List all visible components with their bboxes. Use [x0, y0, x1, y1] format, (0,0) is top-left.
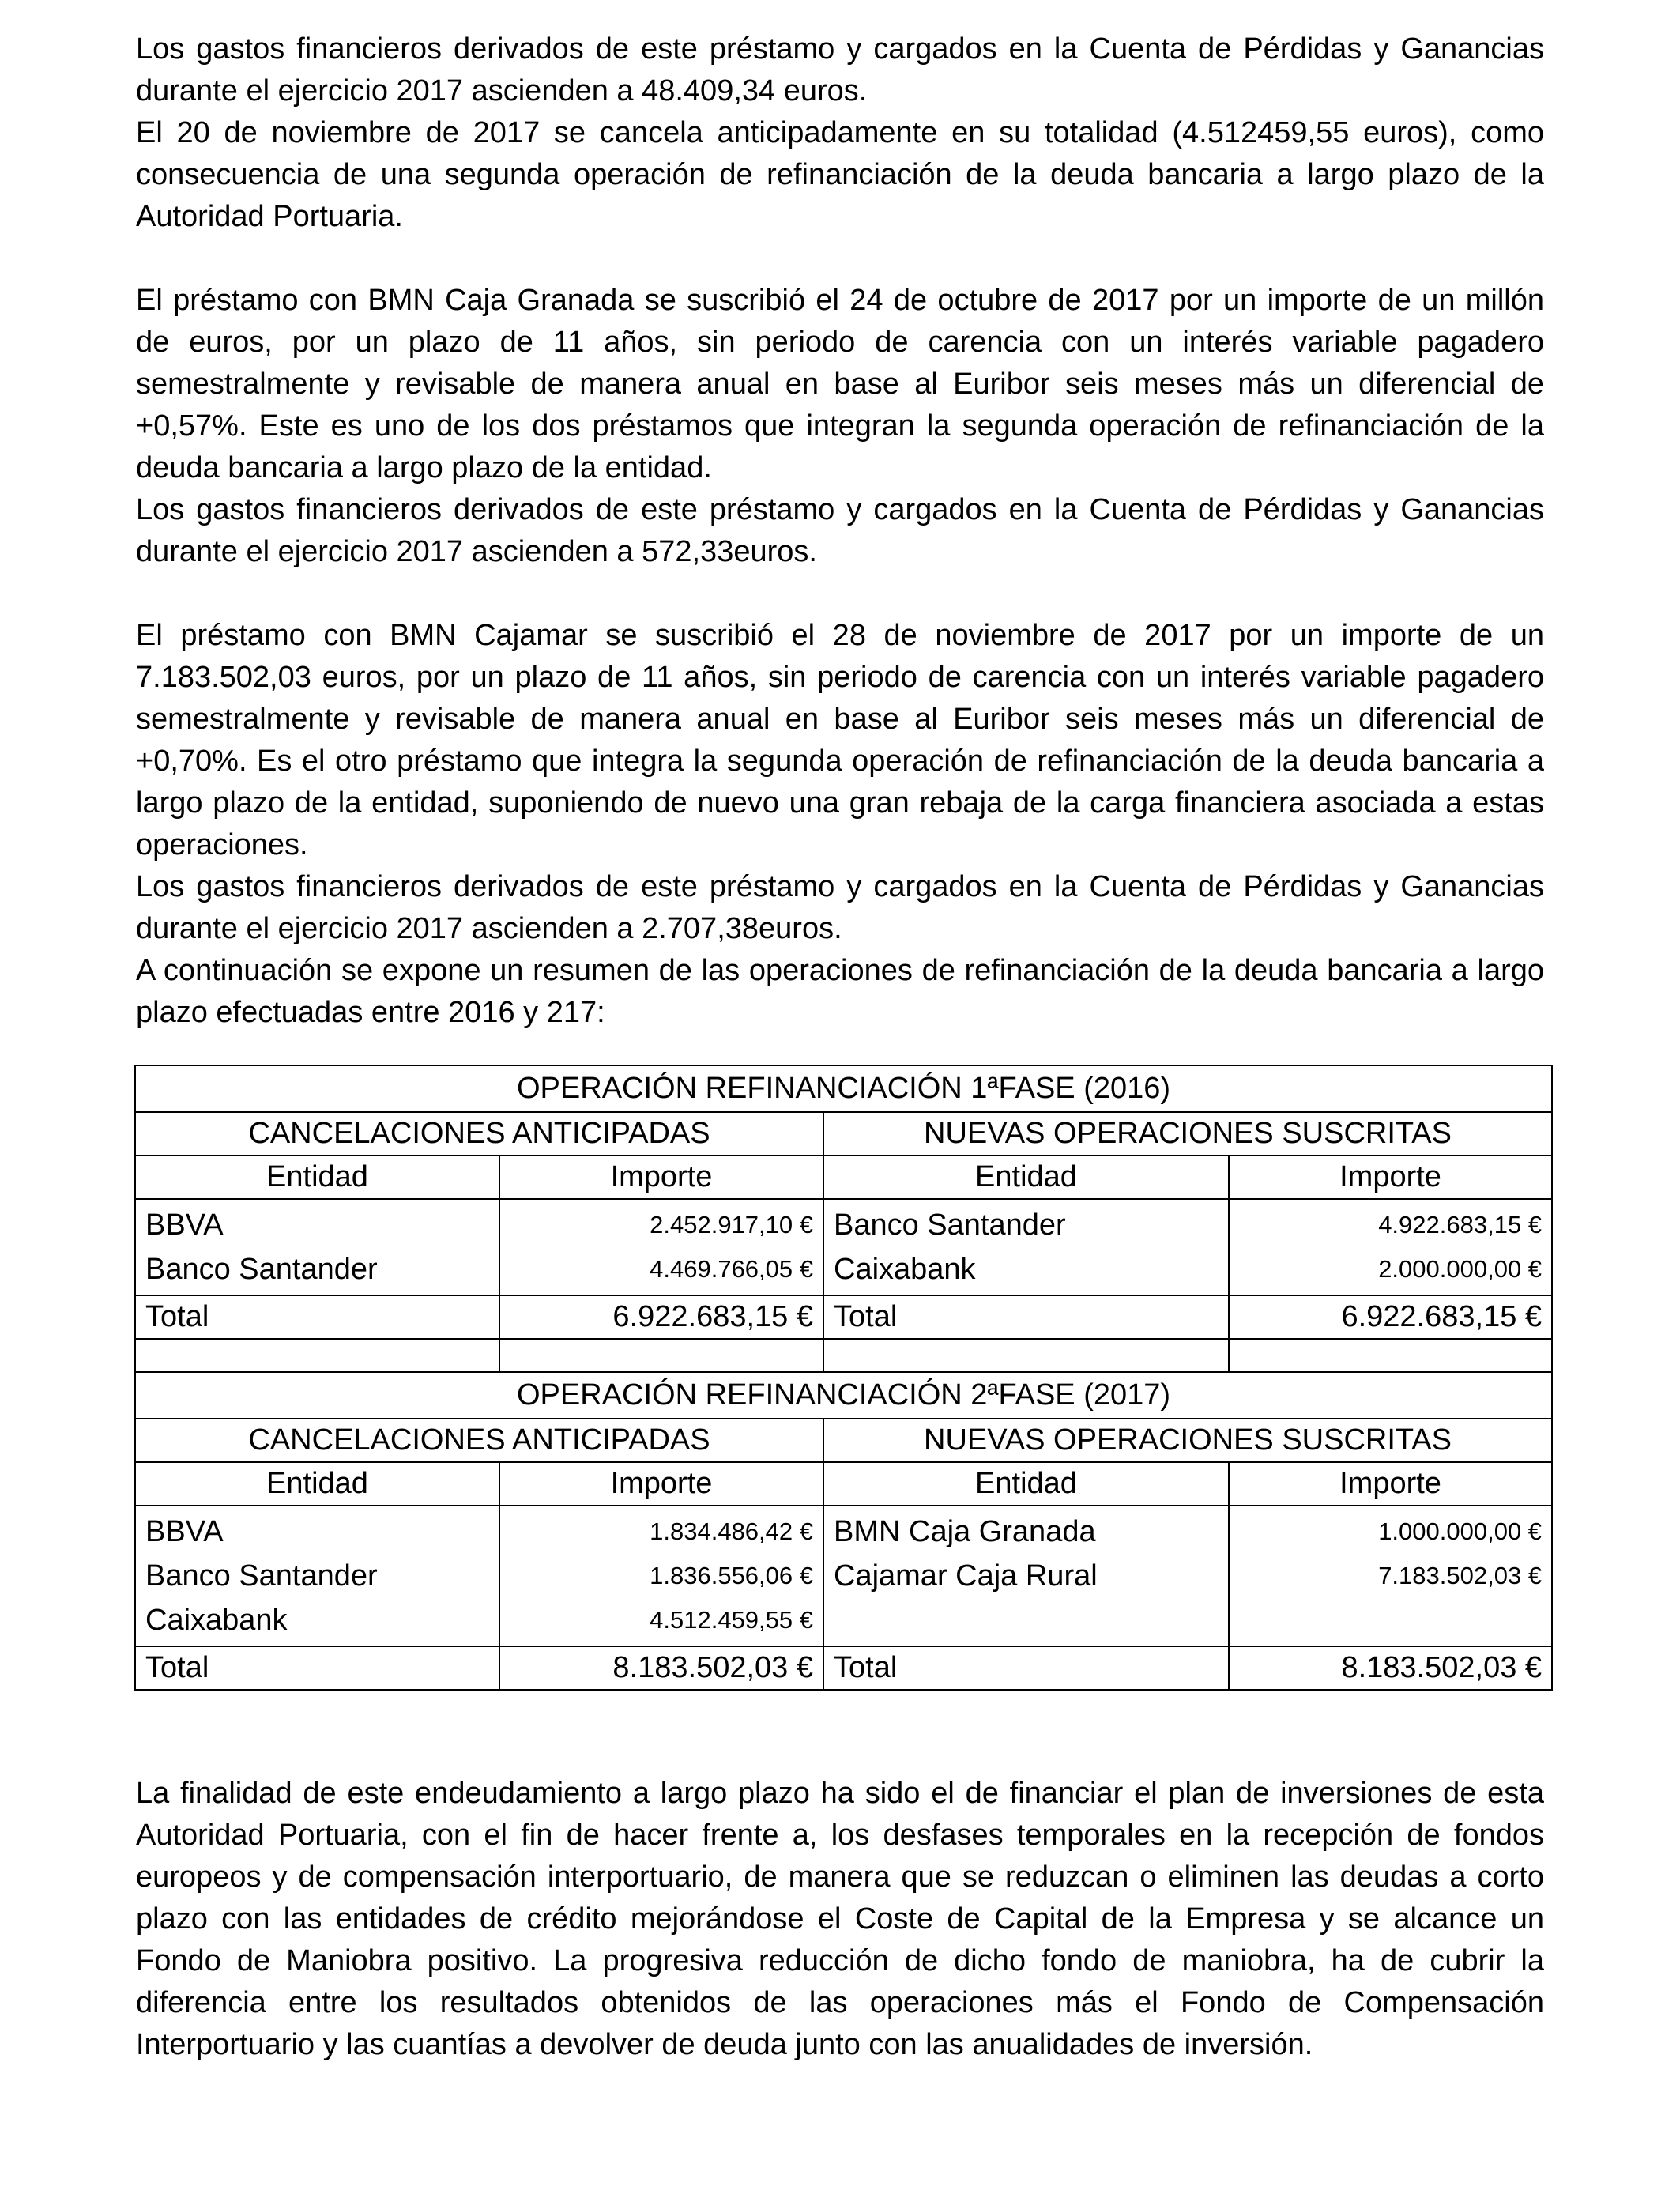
table-cell-importe: 4.922.683,15 €: [1378, 1211, 1543, 1238]
empty-cell: [135, 1339, 499, 1372]
table-cell-entidad: Cajamar Caja Rural: [834, 1559, 1098, 1593]
table-cell-entidad: BBVA: [145, 1515, 224, 1548]
phase2-title: OPERACIÓN REFINANCIACIÓN 2ªFASE (2017): [135, 1372, 1552, 1419]
paragraph-gastos-caja-granada: Los gastos financieros derivados de este préstamo y cargados en la Cuenta de Pérdidas y Ganancias durante el ejercicio 2017 ascienden a 572,33euros.: [136, 493, 1544, 568]
empty-cell: [823, 1339, 1229, 1372]
phase2-right-entidades: [823, 1506, 1229, 1646]
paragraph-caja-granada: El préstamo con BMN Caja Granada se suscribió el 24 de octubre de 2017 por un importe de un millón de euros, por un plazo de 11 años, sin periodo de carencia con un interés variable pagadero semestralmente y revisable de manera anual en base al Euribor seis meses más un diferencial de +0,57%. Este es uno de los dos préstamos que integran la segunda operación de refinanciación de la deuda bancaria a largo plazo de la entidad.: [136, 284, 1544, 484]
phase2-left-entidades: [135, 1506, 499, 1646]
table-cell-entidad: BBVA: [145, 1208, 224, 1242]
table-cell-importe: 7.183.502,03 €: [1378, 1562, 1543, 1589]
phase1-right-total-label: Total: [823, 1295, 1229, 1339]
phase2-col-importe-left: Importe: [499, 1462, 823, 1506]
phase2-col-entidad-left: Entidad: [135, 1462, 499, 1506]
document-body-bottom: [136, 1773, 1544, 2066]
phase2-nuevas-header: NUEVAS OPERACIONES SUSCRITAS: [823, 1419, 1552, 1462]
document-body: [136, 28, 1544, 1034]
phase2-right-total-label: Total: [823, 1646, 1229, 1690]
phase2-left-total-label: Total: [135, 1646, 499, 1690]
table-cell-importe: 1.834.486,42 €: [650, 1517, 813, 1545]
table-cell-entidad: Caixabank: [145, 1604, 288, 1637]
table-cell-entidad: Caixabank: [834, 1253, 976, 1286]
table-cell-importe: 4.469.766,05 €: [650, 1255, 813, 1283]
phase1-title: OPERACIÓN REFINANCIACIÓN 1ªFASE (2016): [135, 1065, 1552, 1112]
table-cell-entidad: Banco Santander: [145, 1253, 378, 1286]
phase1-col-entidad-right: Entidad: [823, 1155, 1229, 1199]
phase2-left-total: 8.183.502,03 €: [499, 1646, 823, 1690]
phase1-right-total: 6.922.683,15 €: [1229, 1295, 1552, 1339]
phase1-right-importes: [1229, 1199, 1552, 1295]
phase2-left-importes: [499, 1506, 823, 1646]
phase1-cancelaciones-header: CANCELACIONES ANTICIPADAS: [135, 1112, 823, 1155]
phase1-col-importe-right: Importe: [1229, 1155, 1552, 1199]
empty-cell: [499, 1339, 823, 1372]
table-cell-importe: 2.452.917,10 €: [650, 1211, 813, 1238]
phase1-nuevas-header: NUEVAS OPERACIONES SUSCRITAS: [823, 1112, 1552, 1155]
table-cell-importe: 4.512.459,55 €: [650, 1606, 813, 1634]
phase1-col-importe-left: Importe: [499, 1155, 823, 1199]
phase2-col-importe-right: Importe: [1229, 1462, 1552, 1506]
refinancing-summary-table: [134, 1065, 1553, 1691]
paragraph-resumen-intro: A continuación se expone un resumen de las operaciones de refinanciación de la deuda bancaria a largo plazo efectuadas entre 2016 y 217:: [136, 954, 1544, 1029]
paragraph-finalidad: La finalidad de este endeudamiento a largo plazo ha sido el de financiar el plan de inversiones de esta Autoridad Portuaria, con el fin de hacer frente a, los desfases temporales en la recepción de fondos europeos y de compensación interportuario, de manera que se reduzcan o eliminen las deudas a corto plazo con las entidades de crédito mejorándose el Coste de Capital de la Empresa y se alcance un Fondo de Maniobra positivo. La progresiva reducción de dicho fondo de maniobra, ha de cubrir la diferencia entre los resultados obtenidos de las operaciones más el Fondo de Compensación Interportuario y las cuantías a devolver de deuda junto con las anualidades de inversión.: [136, 1777, 1544, 2061]
table-cell-entidad: BMN Caja Granada: [834, 1515, 1096, 1548]
table-cell-importe: 2.000.000,00 €: [1378, 1255, 1543, 1283]
empty-cell: [1229, 1339, 1552, 1372]
phase2-right-total: 8.183.502,03 €: [1229, 1646, 1552, 1690]
paragraph-gastos-bbva: Los gastos financieros derivados de este préstamo y cargados en la Cuenta de Pérdidas y Ganancias durante el ejercicio 2017 ascienden a 48.409,34 euros.: [136, 32, 1544, 107]
table-cell-importe: 1.836.556,06 €: [650, 1562, 813, 1589]
phase1-col-entidad-left: Entidad: [135, 1155, 499, 1199]
phase1-left-entidades: [135, 1199, 499, 1295]
paragraph-gastos-cajamar: Los gastos financieros derivados de este préstamo y cargados en la Cuenta de Pérdidas y Ganancias durante el ejercicio 2017 ascienden a 2.707,38euros.: [136, 870, 1544, 945]
phase1-left-total: 6.922.683,15 €: [499, 1295, 823, 1339]
phase1-left-total-label: Total: [135, 1295, 499, 1339]
phase2-col-entidad-right: Entidad: [823, 1462, 1229, 1506]
table-cell-entidad: Banco Santander: [145, 1559, 378, 1593]
phase2-right-importes: [1229, 1506, 1552, 1646]
table-cell-entidad: Banco Santander: [834, 1208, 1066, 1242]
paragraph-cajamar: El préstamo con BMN Cajamar se suscribió el 28 de noviembre de 2017 por un importe de un 7.183.502,03 euros, por un plazo de 11 años, sin periodo de carencia con un interés variable pagadero semestralmente y revisable de manera anual en base al Euribor seis meses más un diferencial de +0,70%. Es el otro préstamo que integra la segunda operación de refinanciación de la deuda bancaria a largo plazo de la entidad, suponiendo de nuevo una gran rebaja de la carga financiera asociada a estas operaciones.: [136, 619, 1544, 861]
paragraph-cancelacion: El 20 de noviembre de 2017 se cancela anticipadamente en su totalidad (4.512459,55 euros), como consecuencia de una segunda operación de refinanciación de la deuda bancaria a largo plazo de la Autoridad Portuaria.: [136, 116, 1544, 233]
phase1-left-importes: [499, 1199, 823, 1295]
phase1-right-entidades: [823, 1199, 1229, 1295]
table-cell-importe: 1.000.000,00 €: [1378, 1517, 1543, 1545]
phase2-cancelaciones-header: CANCELACIONES ANTICIPADAS: [135, 1419, 823, 1462]
